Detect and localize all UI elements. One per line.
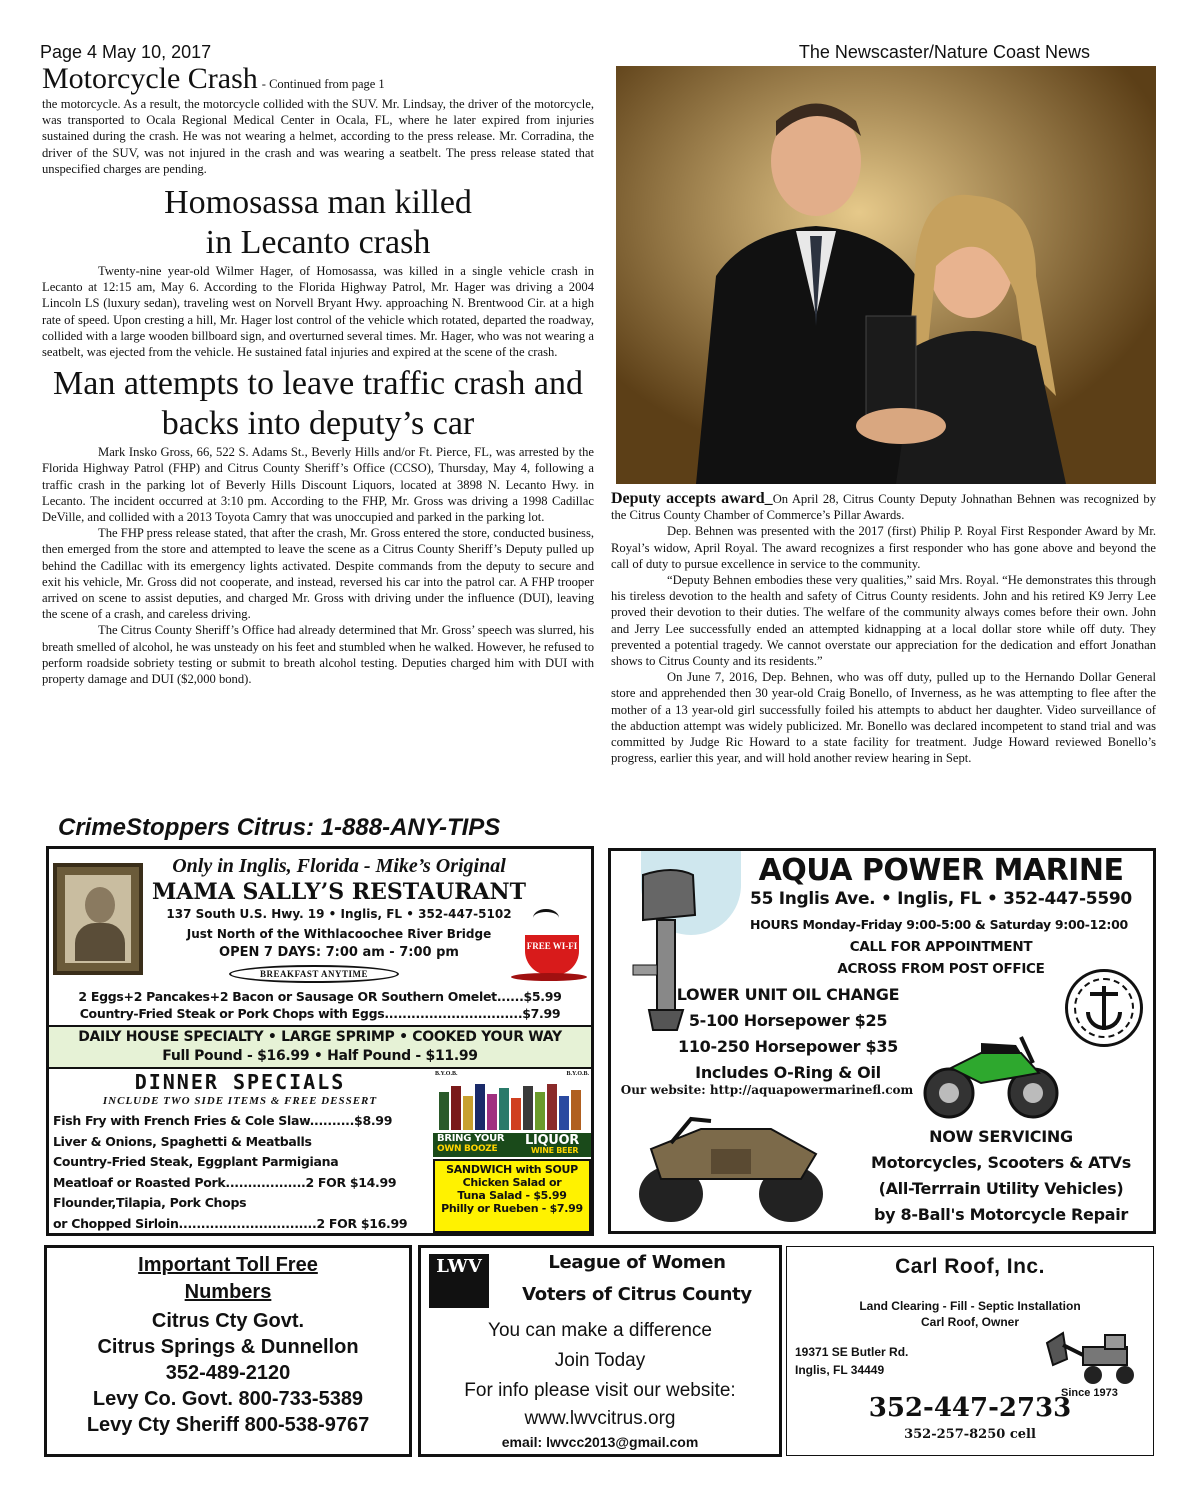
lwv-line1: You can make a difference — [488, 1320, 712, 1341]
bulldozer-icon — [1043, 1329, 1153, 1385]
publication-name: The Newscaster/Nature Coast News — [798, 42, 1090, 62]
breakfast-item-1: 2 Eggs+2 Pancakes+2 Bacon or Sausage OR Southern Omelet......$5.99 — [78, 989, 562, 1004]
bottles-icon — [433, 1078, 591, 1132]
lwv-name1: League of Women — [548, 1252, 726, 1273]
aqua-serv3: by 8-Ball's Motorcycle Repair — [873, 1205, 1129, 1224]
homosassa-headline: Homosassa man killed in Lecanto crash — [164, 184, 472, 262]
award-caption-title: Deputy accepts award_ — [611, 490, 773, 507]
motorcycle-icon — [921, 1023, 1061, 1123]
dinner-item: or Chopped Sirloin...............................2 FOR $16.99 — [53, 1215, 408, 1231]
dinner-item: Meatloaf or Roasted Pork..................2 FOR $14.99 — [53, 1174, 397, 1190]
carl-services: Land Clearing - Fill - Septic Installation — [859, 1299, 1081, 1313]
dinner-specials-title: DINNER SPECIALS — [134, 1070, 346, 1094]
aqua-oil: LOWER UNIT OIL CHANGE — [676, 985, 900, 1004]
lwv-website: www.lwvcitrus.org — [524, 1408, 676, 1429]
mama-hours: OPEN 7 DAYS: 7:00 am - 7:00 pm — [219, 945, 459, 960]
homosassa-article: Twenty-nine year-old Wilmer Hager, of Homosassa, was killed in a single vehicle crash in Lecanto at 12:15 am, May 6. According to the Florida Highway Patrol, Mr. Hager was driving a 2004 Lincoln LS (luxury sedan), traveling west on Norvell Bryant Hwy. approaching N. Brentwood Cir. at a high rate of speed. Upon cresting a hill, Mr. Hager lost control of the vehicle which rotated, departed the roadway, collided with a large wooden billboard sign, and overturned several times. Mr. Hager, who was not wearing a seatbelt, was ejected from the vehicle. He sustained fatal injuries and expired at the scene of the crash. — [42, 264, 594, 360]
dinner-item: Flounder,Tilapia, Pork Chops — [53, 1195, 247, 1211]
aqua-hp2: 110-250 Horsepower $35 — [678, 1037, 898, 1056]
carl-address-1: 19371 SE Butler Rd. — [795, 1345, 909, 1359]
mama-direction: Just North of the Withlacoochee River Bridge — [186, 927, 492, 941]
award-photo — [616, 66, 1156, 484]
mama-name: MAMA SALLY’S RESTAURANT — [151, 879, 527, 905]
aqua-power-marine-ad — [608, 848, 1156, 1234]
lwv-line3: For info please visit our website: — [464, 1380, 736, 1401]
carl-owner: Carl Roof, Owner — [920, 1315, 1019, 1329]
deputy-car-article: Mark Insko Gross, 66, 522 S. Adams St., Beverly Hills and/or Ft. Pierce, FL, was arrested by the Florida Highway Patrol (FHP) and Citrus County Sheriff’s Office (CCSO), Thursday, May 4, following a traffic crash in the parking lot of Beverly Hills Discount Liquors, located at 3898 N. Lecanto Hwy. in Lecanto. The incident occurred at 3:10 pm. According to the FHP, Mr. Gross was driving a 1998 Cadillac DeVille, and collided with a 2013 Toyota Camry that was unoccupied and parked in the parking lot. The FHP press release stated, that after the crash, Mr. Gross entered the store, conducted business, then emerged from the store and attempted to leave the scene as a Citrus County Sheriff’s Deputy pulled up behind the Cadillac with its emergency lights activated. Despite commands from the deputy to secure and exit his vehicle, Mr. Gross did not cooperate, and instead, reversed his car into the patrol car. A FHP trooper arrived on scene to assist deputies, and charged Mr. Gross with driving under the influence (DUI), leaving the scene of a crash, and careless driving. The Citrus County Sheriff’s Office had already determined that Mr. Gross’ speech was slurred, his breath smelled of alcohol, he was unsteady on his feet and stumbled when he walked. However, he refused to perform roadside sobriety testing or submit to breath alcohol testing. Deputies charged him with DUI with property damage and DUI ($2,000 bond). — [42, 445, 594, 687]
aqua-address: 55 Inglis Ave. • Inglis, FL • 352-447-5590 — [750, 889, 1132, 909]
mama-sallys-ad — [46, 846, 594, 1236]
mama-tagline: Only in Inglis, Florida - Mike’s Original — [172, 855, 506, 877]
carl-phone: 352-447-2733 — [868, 1393, 1072, 1423]
atv-icon — [631, 1109, 831, 1229]
toll-free-list: Citrus Cty Govt. Citrus Springs & Dunnellon 352-489-2120 Levy Co. Govt. 800-733-5389 Levy Cty Sheriff 800-538-9767 — [86, 1310, 370, 1436]
carl-since: Since 1973 — [1061, 1387, 1118, 1399]
dinner-sub: INCLUDE TWO SIDE ITEMS & FREE DESSERT — [102, 1095, 378, 1107]
carl-address-2: Inglis, FL 34449 — [795, 1363, 885, 1377]
aqua-hours: HOURS Monday-Friday 9:00-5:00 & Saturday 9:00-12:00 — [750, 917, 1128, 932]
page-number-date: Page 4 May 10, 2017 — [40, 42, 212, 62]
aqua-across: ACROSS FROM POST OFFICE — [837, 961, 1045, 977]
lwv-line2: Join Today — [554, 1350, 646, 1371]
dinner-item: Liver & Onions, Spaghetti & Meatballs — [53, 1133, 312, 1149]
saucer-icon — [511, 973, 587, 981]
deputy-car-headline: Man attempts to leave traffic crash and backs into deputy’s car — [53, 365, 583, 443]
bottles-panel: B.Y.O.B. B.Y.O.B. — [433, 1070, 591, 1132]
toll-free-box — [44, 1245, 412, 1457]
daily-special: DAILY HOUSE SPECIALTY • LARGE SPRIMP • COOKED YOUR WAY — [78, 1029, 562, 1045]
lwv-email: email: lwvcc2013@gmail.com — [501, 1434, 699, 1450]
aqua-hp1: 5-100 Horsepower $25 — [688, 1011, 888, 1030]
lwv-logo: LWV — [429, 1254, 489, 1308]
lwv-box — [418, 1245, 782, 1457]
wifi-icon — [533, 909, 559, 927]
left-column — [42, 62, 594, 687]
award-photo-illustration — [616, 66, 1156, 484]
motorcycle-article: the motorcycle. As a result, the motorcycle collided with the SUV. Mr. Lindsay, the driver of the motorcycle, was transported to Ocala Regional Medical Center in Ocala, FL, where he later expired from injuries sustained during the crash. He was not wearing a helmet, according to the press release. Mr. Corradina, the driver of the SUV, was not injured in the crash and was wearing a seatbelt. The press release stated that unspecified charges are pending. — [42, 97, 594, 176]
crimestoppers-banner: CrimeStoppers Citrus: 1-888-ANY-TIPS — [58, 814, 501, 841]
dinner-items — [53, 1111, 433, 1235]
motorcycle-title: Motorcycle Crash — [42, 62, 258, 95]
breakfast-item-2: Country-Fried Steak or Pork Chops with Eggs...............................$7.99 — [79, 1006, 561, 1021]
carl-name: Carl Roof, Inc. — [895, 1255, 1045, 1278]
dinner-item: Fish Fry with French Fries & Cole Slaw..........$8.99 — [53, 1113, 393, 1128]
carl-cell: 352-257-8250 cell — [904, 1427, 1036, 1442]
motorcycle-headline — [42, 62, 594, 96]
aqua-serv2: (All-Terrrain Utility Vehicles) — [878, 1179, 1124, 1198]
dinner-item: Country-Fried Steak, Eggplant Parmigiana — [53, 1154, 339, 1170]
aqua-name: AQUA POWER MARINE — [758, 853, 1124, 888]
continued-note: - Continued from page 1 — [261, 77, 385, 91]
lwv-name2: Voters of Citrus County — [522, 1284, 752, 1305]
aqua-call: CALL FOR APPOINTMENT — [849, 939, 1033, 955]
award-article: Deputy accepts award_On April 28, Citrus County Deputy Johnathan Behnen was recognized by the Citrus County Chamber of Commerce’s Pillar Awards. Dep. Behnen was presented with the 2017 (first) Philip P. Royal First Responder Award by Mr. Royal’s widow, April Royal. The award recognizes a first responder who has gone above and beyond the call of duty to pursue excellence in service to the community. “Deputy Behnen embodies these very qualities,” said Mrs. Royal. “He demonstrates this through his tireless devotion to the health and safety of Citrus County residents. John and his retired K9 Jerry Lee proved their devotion to their duties. The welfare of the community always comes before their own. John and Jerry Lee successfully ended an attempted kidnapping at a local dollar store while off duty. They prevented a potential tragedy. We cannot overstate our appreciation for the dedication and effort Jonathan shows to Citrus County and its residents.” On June 7, 2016, Dep. Behnen, who was off duty, pulled up to the Hernando Dollar General store and apprehended then 30 year-old Craig Bonello, of Inverness, as he was attempting to flee after the mother of a 13 year-old girl successfully foiled his attempts to abduct her daughter. Video surveillance of the abduction attempt was widely publicized. Mr. Bonello was declared incompetent to stand trial and was committed by Judge Ric Howard to a state facility for treatment. Judge Howard reviewed Bonello’s progress, earlier this year, and will hold another review hearing in Sept. — [611, 490, 1156, 766]
restaurant-portrait — [53, 863, 143, 975]
free-wifi-label: FREE WI-FI — [526, 941, 578, 951]
aqua-serv1: Motorcycles, Scooters & ATVs — [871, 1153, 1131, 1172]
aqua-website: Our website: http://aquapowermarinefl.com — [620, 1083, 914, 1097]
liquor-band: BRING YOUR OWN BOOZE LIQUOR WINE BEER — [433, 1133, 591, 1157]
toll-free-title: Important Toll Free Numbers — [138, 1254, 318, 1303]
aqua-now: NOW SERVICING — [929, 1127, 1073, 1146]
sandwich-box: SANDWICH with SOUP Chicken Salad or Tuna Salad - $5.99 Philly or Rueben - $7.99 — [433, 1159, 591, 1233]
aqua-includes: Includes O-Ring & Oil — [695, 1063, 881, 1082]
carl-roof-box — [786, 1246, 1154, 1456]
breakfast-anytime-badge: BREAKFAST ANYTIME — [229, 965, 399, 983]
pound-prices: Full Pound - $16.99 • Half Pound - $11.99 — [162, 1048, 478, 1064]
anchor-icon — [1065, 969, 1143, 1047]
mama-address: 137 South U.S. Hwy. 19 • Inglis, FL • 352-447-5102 — [166, 907, 512, 921]
